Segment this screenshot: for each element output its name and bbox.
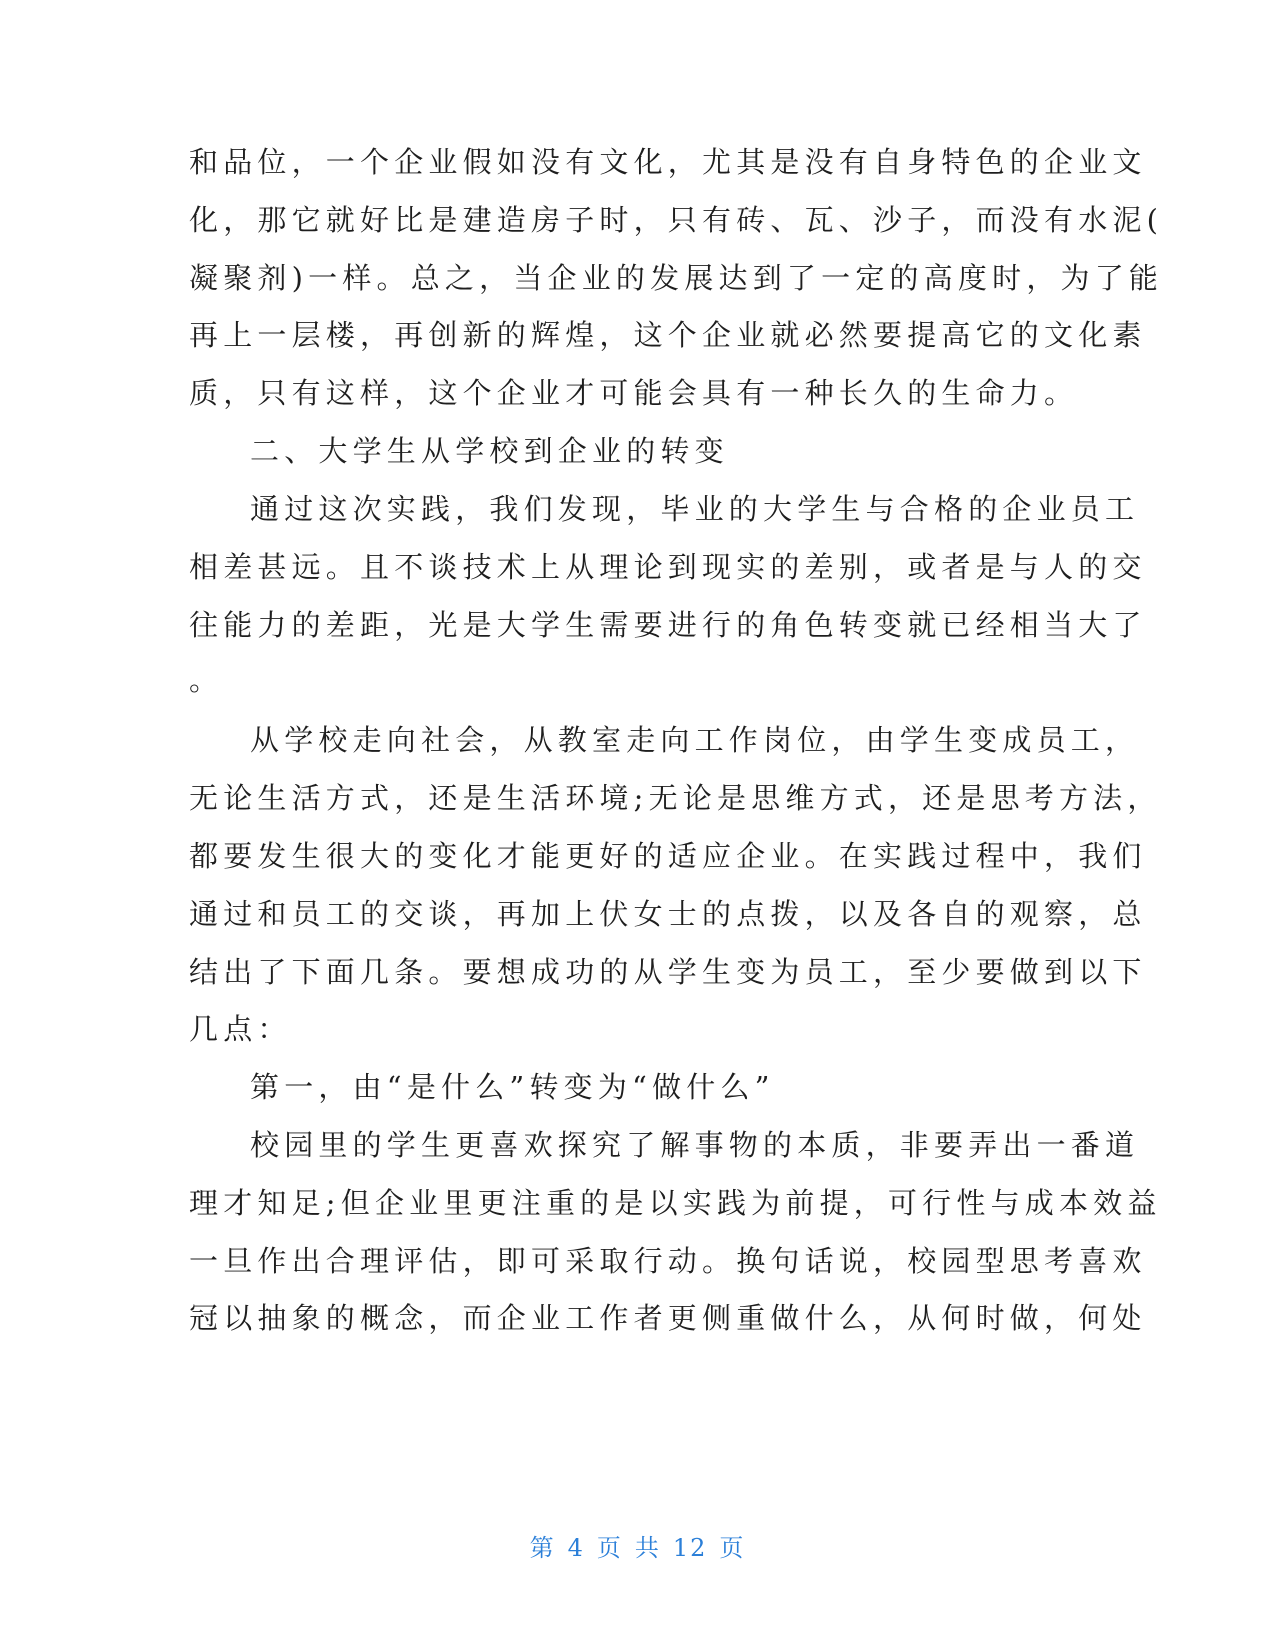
text-line: 理才知足;但企业里更注重的是以实践为前提，可行性与成本效益 — [189, 1186, 1162, 1220]
text-line: 凝聚剂)一样。总之，当企业的发展达到了一定的高度时，为了能 — [189, 261, 1164, 295]
text-line: 通过这次实践，我们发现，毕业的大学生与合格的企业员工 — [250, 492, 1140, 526]
text-line: 无论生活方式，还是生活环境;无论是思维方式，还是思考方法， — [189, 781, 1162, 815]
footer-label-di: 第 — [529, 1534, 556, 1562]
footer-label-ye2: 页 — [719, 1534, 746, 1562]
page-footer — [0, 1528, 1275, 1563]
text-line: 相差甚远。且不谈技术上从理论到现实的差别，或者是与人的交 — [189, 550, 1147, 584]
text-line: 几点： — [189, 1012, 292, 1046]
text-line: 从学校走向社会，从教室走向工作岗位，由学生变成员工， — [250, 723, 1140, 757]
text-line: 冠以抽象的概念，而企业工作者更侧重做什么，从何时做，何处 — [189, 1301, 1147, 1335]
text-line: 往能力的差距，光是大学生需要进行的角色转变就已经相当大了 — [189, 608, 1147, 642]
text-line: 。 — [189, 663, 224, 697]
text-line: 结出了下面几条。要想成功的从学生变为员工，至少要做到以下 — [189, 955, 1147, 989]
text-line: 通过和员工的交谈，再加上伏女士的点拨，以及各自的观察，总 — [189, 897, 1147, 931]
text-line: 质，只有这样，这个企业才可能会具有一种长久的生命力。 — [189, 376, 1079, 410]
text-line: 和品位，一个企业假如没有文化，尤其是没有自身特色的企业文 — [189, 145, 1147, 179]
text-line: 都要发生很大的变化才能更好的适应企业。在实践过程中，我们 — [189, 839, 1147, 873]
footer-page-number: 4 — [567, 1534, 585, 1562]
text-line: 再上一层楼，再创新的辉煌，这个企业就必然要提高它的文化素 — [189, 318, 1147, 352]
text-line: 化，那它就好比是建造房子时，只有砖、瓦、沙子，而没有水泥( — [189, 203, 1164, 237]
section-heading: 第一，由“是什么”转变为“做什么” — [250, 1070, 775, 1104]
footer-label-ye: 页 — [596, 1534, 623, 1562]
footer-label-gong: 共 — [634, 1534, 661, 1562]
text-line: 一旦作出合理评估，即可采取行动。换句话说，校园型思考喜欢 — [189, 1244, 1147, 1278]
section-heading: 二、大学生从学校到企业的转变 — [250, 434, 729, 468]
text-line: 校园里的学生更喜欢探究了解事物的本质，非要弄出一番道 — [250, 1128, 1140, 1162]
footer-total-pages: 12 — [672, 1534, 708, 1562]
